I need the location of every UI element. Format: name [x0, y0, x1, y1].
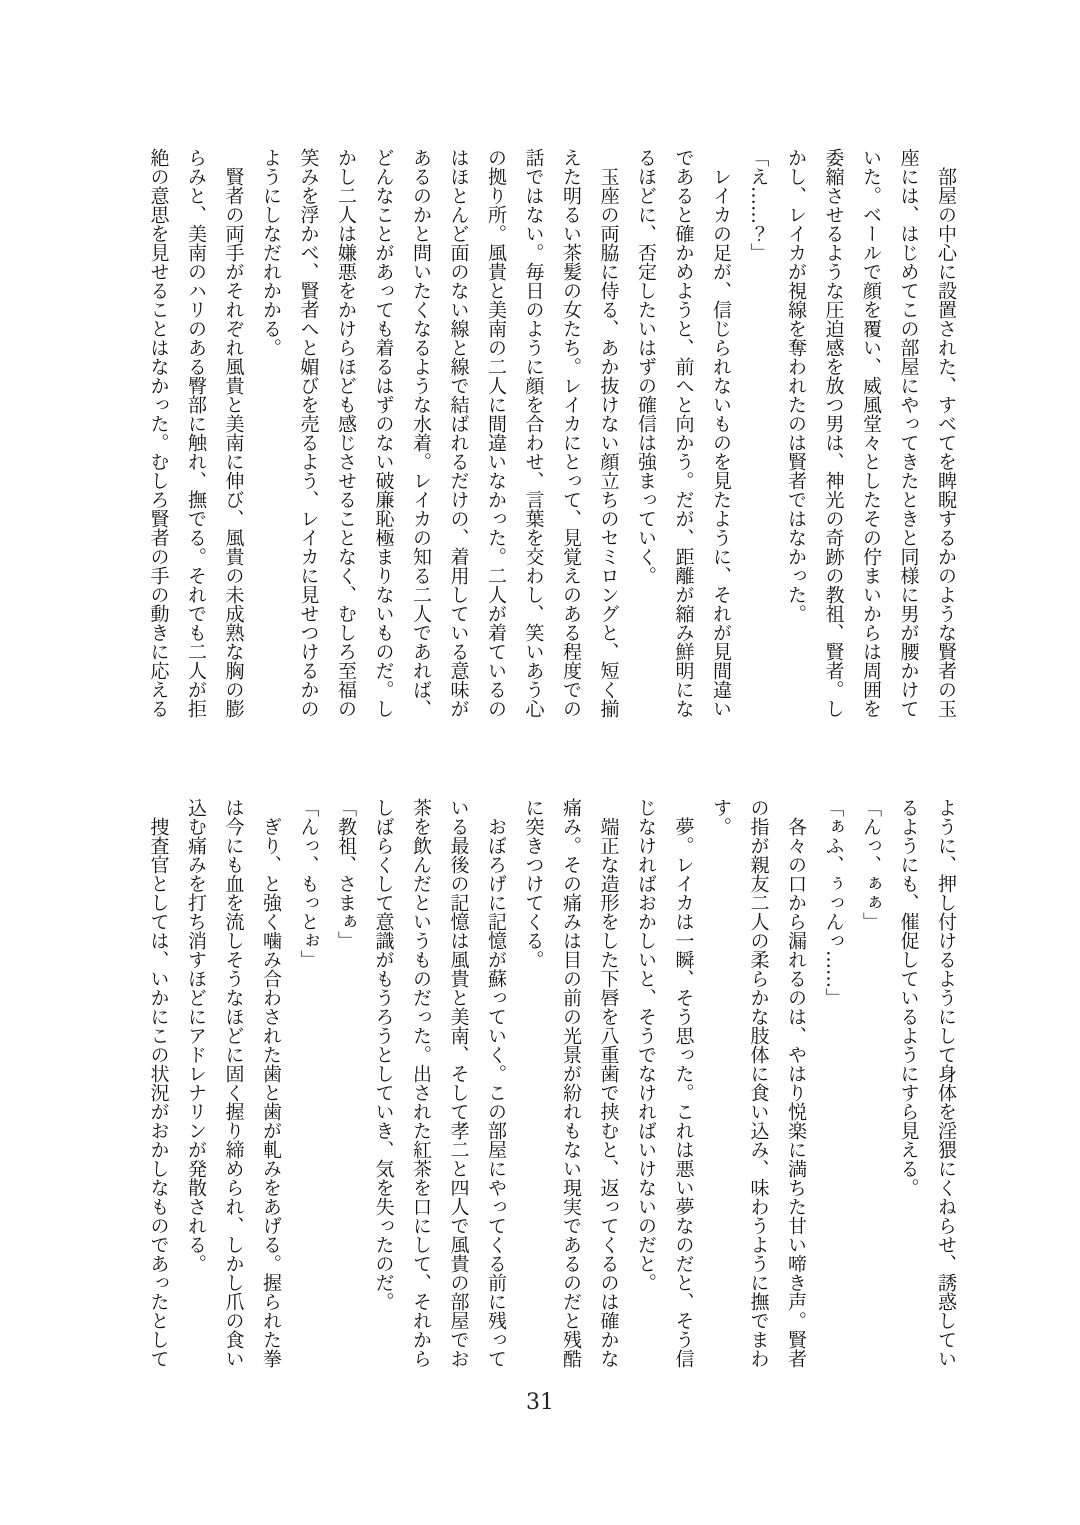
- paragraph: 捜査官としては、いかにこの状況がおかしなものであったとして: [147, 817, 170, 1368]
- paragraph: 玉座の両脇に侍る、あか抜けない顔立ちのセミロングと、短く揃えた明るい茶髪の女たち。レイカにとって、見覚えのある程度での話ではない。毎日のように顔を合わせ、言葉を交わし、笑いあう心の拠り所。風貴と美南の二人に間違いなかった。二人が着ているのはほとんど面のない線と線で結ばれるだけの、着用している意味があるのかと問いたくなるような水着。レイカの知る二人であれば、どんなことがあっても着るはずのない破廉恥極まりないものだ。しかし二人は嫌悪をかけらほども感じさせることなく、むしろ至福の笑みを浮かべ、賢者へと媚びを売るよう、レイカに見せつけるかのようにしなだれかかる。: [260, 148, 620, 718]
- dialogue-line: 「んっ、ぁぁ」: [860, 798, 882, 931]
- dialogue-line: 「教祖、さまぁ」: [335, 798, 357, 950]
- dialogue-line: 「え……？」: [747, 148, 770, 262]
- paragraph: 各々の口から漏れるのは、やはり悦楽に満ちた甘い啼き声。賢者の指が親友二人の柔らかな肢体に食い込み、味わうように撫でまわす。: [710, 798, 807, 1368]
- paragraph: 夢。レイカは一瞬、そう思った。これは悪い夢なのだと、そう信じなければおかしいと、そうでなければいけないのだと。: [635, 798, 695, 1368]
- paragraph: 部屋の中心に設置された、すべてを睥睨するかのような賢者の玉座には、はじめてこの部屋にやってきたときと同様に男が腰かけていた。ベールで顔を覆い、威風堂々としたその佇まいからは周囲を委縮させるような圧迫感を放つ男は、神光の奇跡の教祖、賢者。しかし、レイカが視線を奪われたのは賢者ではなかった。: [785, 148, 957, 718]
- page-number: 31: [526, 1390, 554, 1415]
- text-block-bottom: [134, 798, 964, 1368]
- paragraph: おぼろげに記憶が蘇っていく。この部屋にやってくる前に残っている最後の記憶は風貴と美南、そして孝二と四人で風貴の部屋でお茶を飲んだというものだった。出された紅茶を口にして、それからしばらくして意識がもうろうとしていき、気を失ったのだ。: [372, 798, 507, 1368]
- paragraph-continuation: ように、押し付けるようにして身体を淫猥にくねらせ、誘惑しているようにも、催促しているようにすら見える。: [897, 798, 957, 1368]
- dialogue-line: 「んっ、もっとぉ」: [297, 798, 320, 969]
- paragraph: レイカの足が、信じられないものを見たように、それが見間違いであると確かめようと、前へと向かう。だが、距離が縮み鮮明になるほどに、否定したいはずの確信は強まっていく。: [635, 148, 732, 718]
- text-block-top: [134, 148, 964, 718]
- paragraph: 端正な造形をした下唇を八重歯で挟むと、返ってくるのは確かな痛み。その痛みは目の前の光景が紛れもない現実であるのだと残酷に突きつけてくる。: [522, 798, 620, 1368]
- paragraph: ぎり、と強く噛み合わされた歯と歯が軋みをあげる。握られた拳は今にも血を流しそうなほどに固く握り締められ、しかし爪の食い込む痛みを打ち消すほどにアドレナリンが発散される。: [185, 798, 282, 1368]
- dialogue-line: 「ぁふ、ぅっんっ……」: [822, 798, 845, 1007]
- paragraph: 賢者の両手がそれぞれ風貴と美南に伸び、風貴の未成熟な胸の膨らみと、美南のハリのある臀部に触れ、撫でる。それでも二人が拒絶の意思を見せることはなかった。むしろ賢者の手の動きに応える: [147, 148, 245, 718]
